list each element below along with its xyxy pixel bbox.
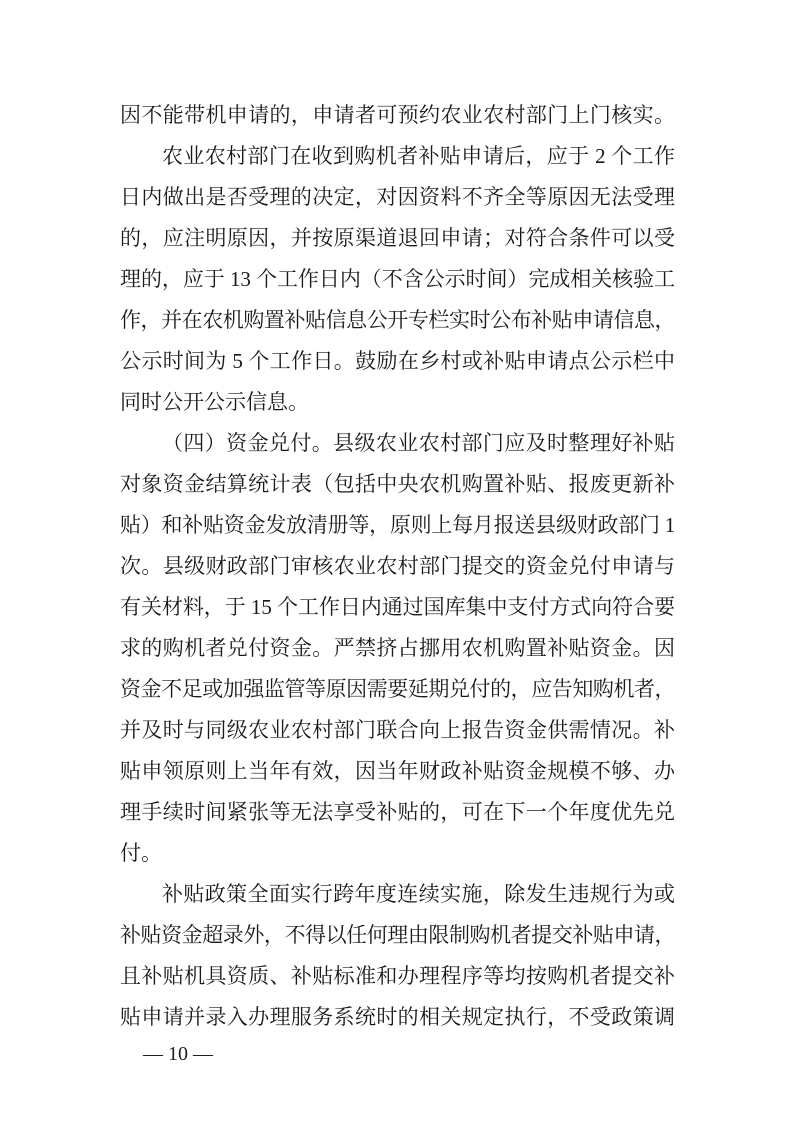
- text-line-with-section-heading: （四）资金兑付。县级农业农村部门应及时整理好补贴: [162, 431, 675, 455]
- text-line: 求的购机者兑付资金。严禁挤占挪用农机购置补贴资金。因: [120, 636, 675, 660]
- text-line: 理的，应于 13 个工作日内（不含公示时间）完成相关核验工: [120, 267, 675, 291]
- paragraph: [120, 874, 675, 1038]
- text-line: 贴）和补贴资金发放清册等，原则上每月报送县级财政部门 1: [120, 513, 675, 537]
- paragraph-section-four: [120, 423, 675, 874]
- text-line: 对象资金结算统计表（包括中央农机购置补贴、报废更新补: [120, 472, 675, 496]
- text-line: 且补贴机具资质、补贴标准和办理程序等均按购机者提交补: [120, 964, 675, 988]
- text-line: 次。县级财政部门审核农业农村部门提交的资金兑付申请与: [120, 554, 675, 578]
- text-line: 农业农村部门在收到购机者补贴申请后，应于 2 个工作: [162, 144, 675, 168]
- text-line: 贴申请并录入办理服务系统时的相关规定执行，不受政策调: [120, 1005, 675, 1029]
- text-line: 资金不足或加强监管等原因需要延期兑付的，应告知购机者，: [120, 677, 675, 701]
- text-line: 公示时间为 5 个工作日。鼓励在乡村或补贴申请点公示栏中: [120, 349, 675, 373]
- paragraph: [120, 95, 675, 136]
- paragraph: [120, 136, 675, 423]
- page-footer: [120, 1043, 675, 1065]
- text-line: 作，并在农机购置补贴信息公开专栏实时公布补贴申请信息，: [120, 308, 675, 332]
- text-line: 日内做出是否受理的决定，对因资料不齐全等原因无法受理: [120, 185, 675, 209]
- text-line: 同时公开公示信息。: [120, 390, 309, 414]
- text-line: 并及时与同级农业农村部门联合向上报告资金供需情况。补: [120, 718, 675, 742]
- text-line: 理手续时间紧张等无法享受补贴的，可在下一个年度优先兑: [120, 800, 675, 824]
- text-line: 贴申领原则上当年有效，因当年财政补贴资金规模不够、办: [120, 759, 675, 783]
- text-line: 付。: [120, 841, 162, 865]
- page-number: — 10 —: [143, 1043, 213, 1065]
- text-line: 补贴政策全面实行跨年度连续实施，除发生违规行为或: [162, 882, 675, 906]
- text-line: 有关材料，于 15 个工作日内通过国库集中支付方式向符合要: [120, 595, 675, 619]
- text-line: 的，应注明原因，并按原渠道退回申请；对符合条件可以受: [120, 226, 675, 250]
- text-line: 补贴资金超录外，不得以任何理由限制购机者提交补贴申请，: [120, 923, 675, 947]
- document-body: [120, 95, 675, 1038]
- text-line: 因不能带机申请的，申请者可预约农业农村部门上门核实。: [120, 103, 675, 127]
